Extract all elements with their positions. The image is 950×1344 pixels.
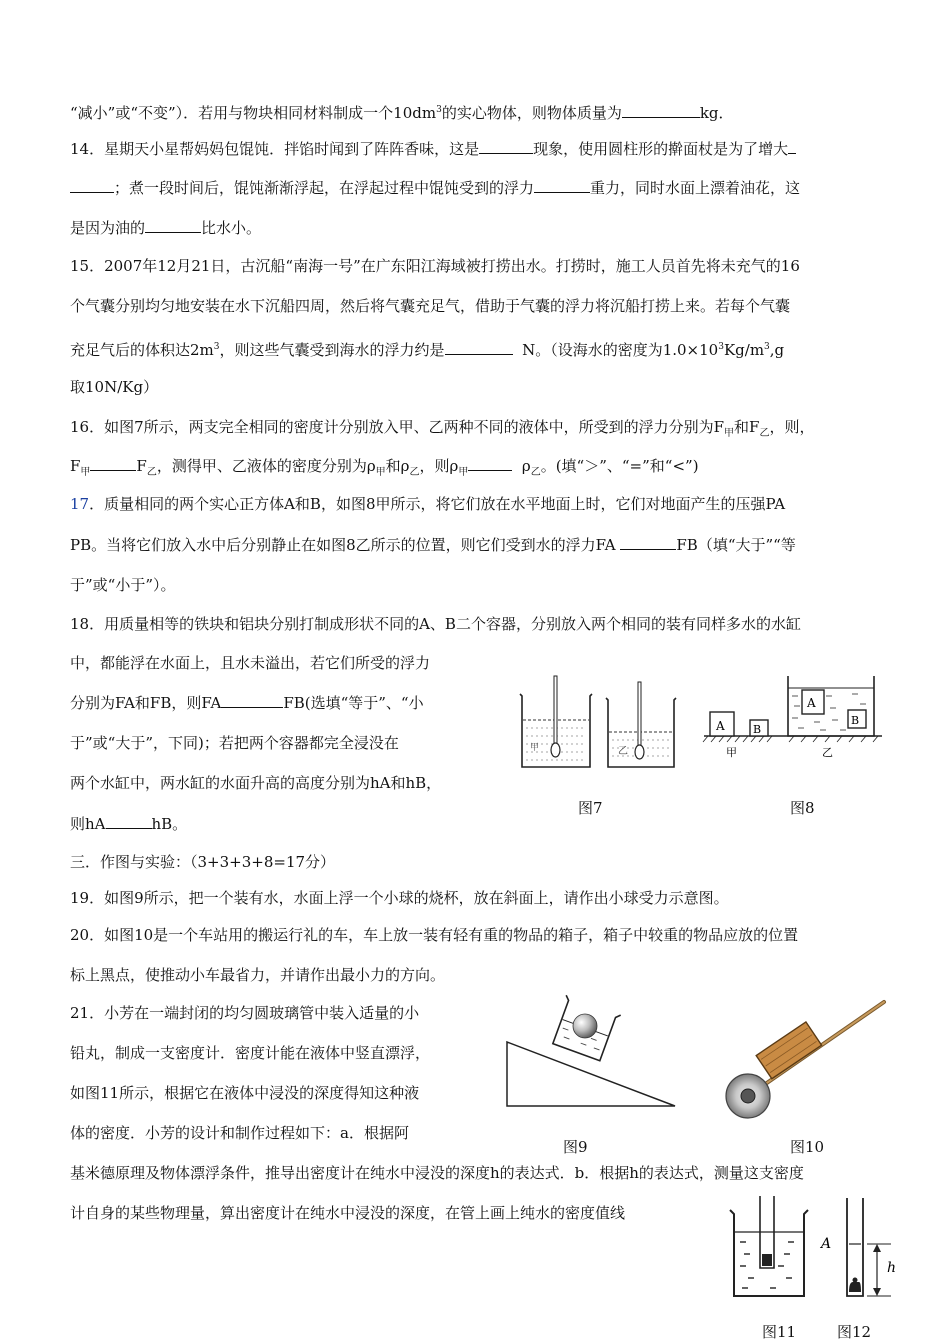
question-21-line-6 [70,1203,625,1223]
superscript: 3 [436,105,442,115]
text: 铅丸，制成一支密度计．密度计能在液体中竖直漂浮， [70,1044,431,1062]
question-18-line-3 [70,693,424,713]
text: 三．作图与实验：（3+3+3+8=17分） [70,853,336,871]
answer-blank[interactable] [445,340,513,355]
label-yi: 乙 [822,746,833,759]
block-a-label: A [716,719,725,733]
text: 如图11所示，根据它在液体中浸没的深度得知这种液 [70,1084,420,1102]
text: 基米德原理及物体漂浮条件，推导出密度计在纯水中浸没的深度h的表达式．b．根据h的表达式，测量这支密度 [70,1164,804,1182]
figure-11-diagram [724,1192,814,1304]
question-16-line-2 [70,456,699,483]
text: 充足气后的体积达2m [70,341,214,359]
answer-blank[interactable] [221,693,283,708]
answer-blank[interactable] [145,218,201,233]
text: Kg/m [723,341,765,359]
question-16-line-1 [70,417,814,444]
text: 。(填“＞”、“=”和“<”) [540,457,699,475]
question-21-line-4 [70,1123,409,1143]
text: 于”或“小于”）。 [70,576,176,594]
question-17-line-2 [70,535,796,555]
question-21-line-1 [70,1003,419,1023]
text: 比水小。 [201,219,262,237]
text: 重力，同时水面上漂着油花，这 [590,179,801,197]
text: 16．如图7所示，两支完全相同的密度计分别放入甲、乙两种不同的液体中，所受到的浮力分别为F [70,418,725,436]
answer-blank[interactable] [620,535,676,550]
figure-7-caption: 图7 [578,799,603,817]
question-15-line-1 [70,256,800,276]
figure-8-diagram [702,672,887,772]
text: kg． [699,104,734,122]
text: “减小”或“不变”）．若用与物块相同材料制成一个10dm [70,104,437,122]
block-b-label: B [753,723,762,736]
text: ，则这些气囊受到海水的浮力约是 [219,341,445,359]
section-heading [70,852,335,872]
figure-7-diagram [508,672,688,787]
text: ；煮一段时间后，馄饨渐渐浮起，在浮起过程中馄饨受到的浮力 [114,179,535,197]
text: 15．2007年12月21日，古沉船“南海一号”在广东阳江海域被打捞出水。打捞时，施工人员首先将未充气的16 [70,257,800,275]
answer-blank[interactable] [70,178,114,193]
text: 是因为油的 [70,219,146,237]
text: 和F [734,418,760,436]
subscript: 乙 [146,467,157,478]
question-21-line-3 [70,1083,419,1103]
superscript: 3 [764,342,770,352]
text: 现象，使用圆柱形的擀面杖是为了增大 [533,140,789,158]
answer-blank[interactable] [534,178,590,193]
text: 中，都能浮在水面上，且水未溢出，若它们所受的浮力 [70,654,431,672]
text: 的实心物体，则物体质量为 [441,104,622,122]
question-17-line-3 [70,575,176,595]
subscript: 甲 [80,467,91,478]
subscript: 甲 [375,467,386,478]
question-15-line-3 [70,337,784,360]
text: 标上黑点，使推动小车最省力，并请作出最小力的方向。 [70,966,446,984]
tank-block-b-label: B [851,714,860,727]
text: 19．如图9所示，把一个装有水，水面上浮一个小球的烧杯，放在斜面上，请作出小球受力示意图。 [70,889,729,907]
question-15-line-2 [70,296,790,316]
figure-12-diagram [815,1196,905,1306]
subscript: 甲 [458,467,469,478]
text: F [136,457,147,475]
text: PB。当将它们放入水中后分别静止在如图8乙所示的位置，则它们受到水的浮力FA [70,536,616,554]
superscript: 3 [718,342,724,352]
text: ．质量相同的两个实心正方体A和B，如图8甲所示，将它们放在水平地面上时，它们对地面产生的压强PA [89,495,786,513]
figure-10-caption: 图10 [790,1138,825,1156]
text: 计自身的某些物理量，算出密度计在纯水中浸没的深度，在管上画上纯水的密度值线 [70,1204,626,1222]
text: 14．星期天小星帮妈妈包馄饨．拌馅时闻到了阵阵香味，这是 [70,140,480,158]
question-18-line-6 [70,814,187,834]
question-18-line-2 [70,653,430,673]
answer-blank[interactable] [479,139,533,154]
question-19 [70,888,729,908]
question-number: 17 [70,495,90,513]
figure-11-caption: 图11 [762,1323,797,1341]
text: 和ρ [385,457,410,475]
text: FB（填“大于”“等 [676,536,796,554]
question-17-line-1 [70,494,785,514]
text: 分别为FA和FB，则FA [70,694,222,712]
figure-8-caption: 图8 [790,799,815,817]
text: 20．如图10是一个车站用的搬运行礼的车，车上放一装有轻有重的物品的箱子，箱子中较重的物品应放的位置 [70,926,799,944]
text: ρ [521,457,531,475]
figure-12-caption: 图12 [837,1323,872,1341]
question-18-line-5 [70,773,441,793]
tank-block-a-label: A [807,696,816,710]
text: 18．用质量相等的铁块和铝块分别打制成形状不同的A、B二个容器，分别放入两个相同的装有同样多水的水缸 [70,615,801,633]
text: ，则ρ [419,457,459,475]
subscript: 甲 [724,428,735,439]
text: 两个水缸中，两水缸的水面升高的高度分别为hA和hB， [70,774,442,792]
question-15-line-4 [70,377,158,397]
text: 则hA [70,815,106,833]
question-20-line-1 [70,925,798,945]
figure-10-diagram [718,998,888,1123]
figure-9-diagram [505,1000,680,1110]
question-14-line-1 [70,139,796,159]
label-h: h [887,1260,897,1276]
text: N。（设海水的密度为1.0×10 [522,341,719,359]
text: 个气囊分别均匀地安装在水下沉船四周，然后将气囊充足气，借助于气囊的浮力将沉船打捞上来。若每个气囊 [70,297,791,315]
question-21-line-2 [70,1043,430,1063]
text-line [70,100,734,123]
text: F [70,457,81,475]
text: 于”或“大于”，下同)；若把两个容器都完全浸没在 [70,734,399,752]
answer-blank[interactable] [90,456,136,471]
text: hB。 [151,815,188,833]
answer-blank[interactable] [788,139,796,154]
question-18-line-4 [70,733,399,753]
answer-blank[interactable] [468,456,512,471]
subscript: 乙 [409,467,420,478]
superscript: 3 [213,342,220,352]
answer-blank[interactable] [106,814,152,829]
question-14-line-3 [70,218,261,238]
label-jia: 甲 [726,746,737,759]
beaker-label-jia: 甲 [530,743,540,753]
answer-blank[interactable] [622,103,700,118]
text: FB(选填“等于”、“小 [283,694,424,712]
text: 21．小芳在一端封闭的均匀圆玻璃管中装入适量的小 [70,1004,420,1022]
subscript: 乙 [759,428,770,439]
text: ,g [769,341,785,359]
question-21-line-5 [70,1163,804,1183]
beaker-label-yi: 乙 [618,746,628,757]
question-20-line-2 [70,965,445,985]
label-a: A [821,1236,832,1252]
subscript: 乙 [530,467,541,478]
text: ，测得甲、乙液体的密度分别为ρ [156,457,376,475]
question-18-line-1 [70,614,801,634]
question-14-line-2 [70,178,800,198]
text: ，则， [769,418,815,436]
figure-9-caption: 图9 [563,1138,588,1156]
text: 取10N/Kg） [70,378,159,396]
text: 体的密度．小芳的设计和制作过程如下：a．根据阿 [70,1124,409,1142]
